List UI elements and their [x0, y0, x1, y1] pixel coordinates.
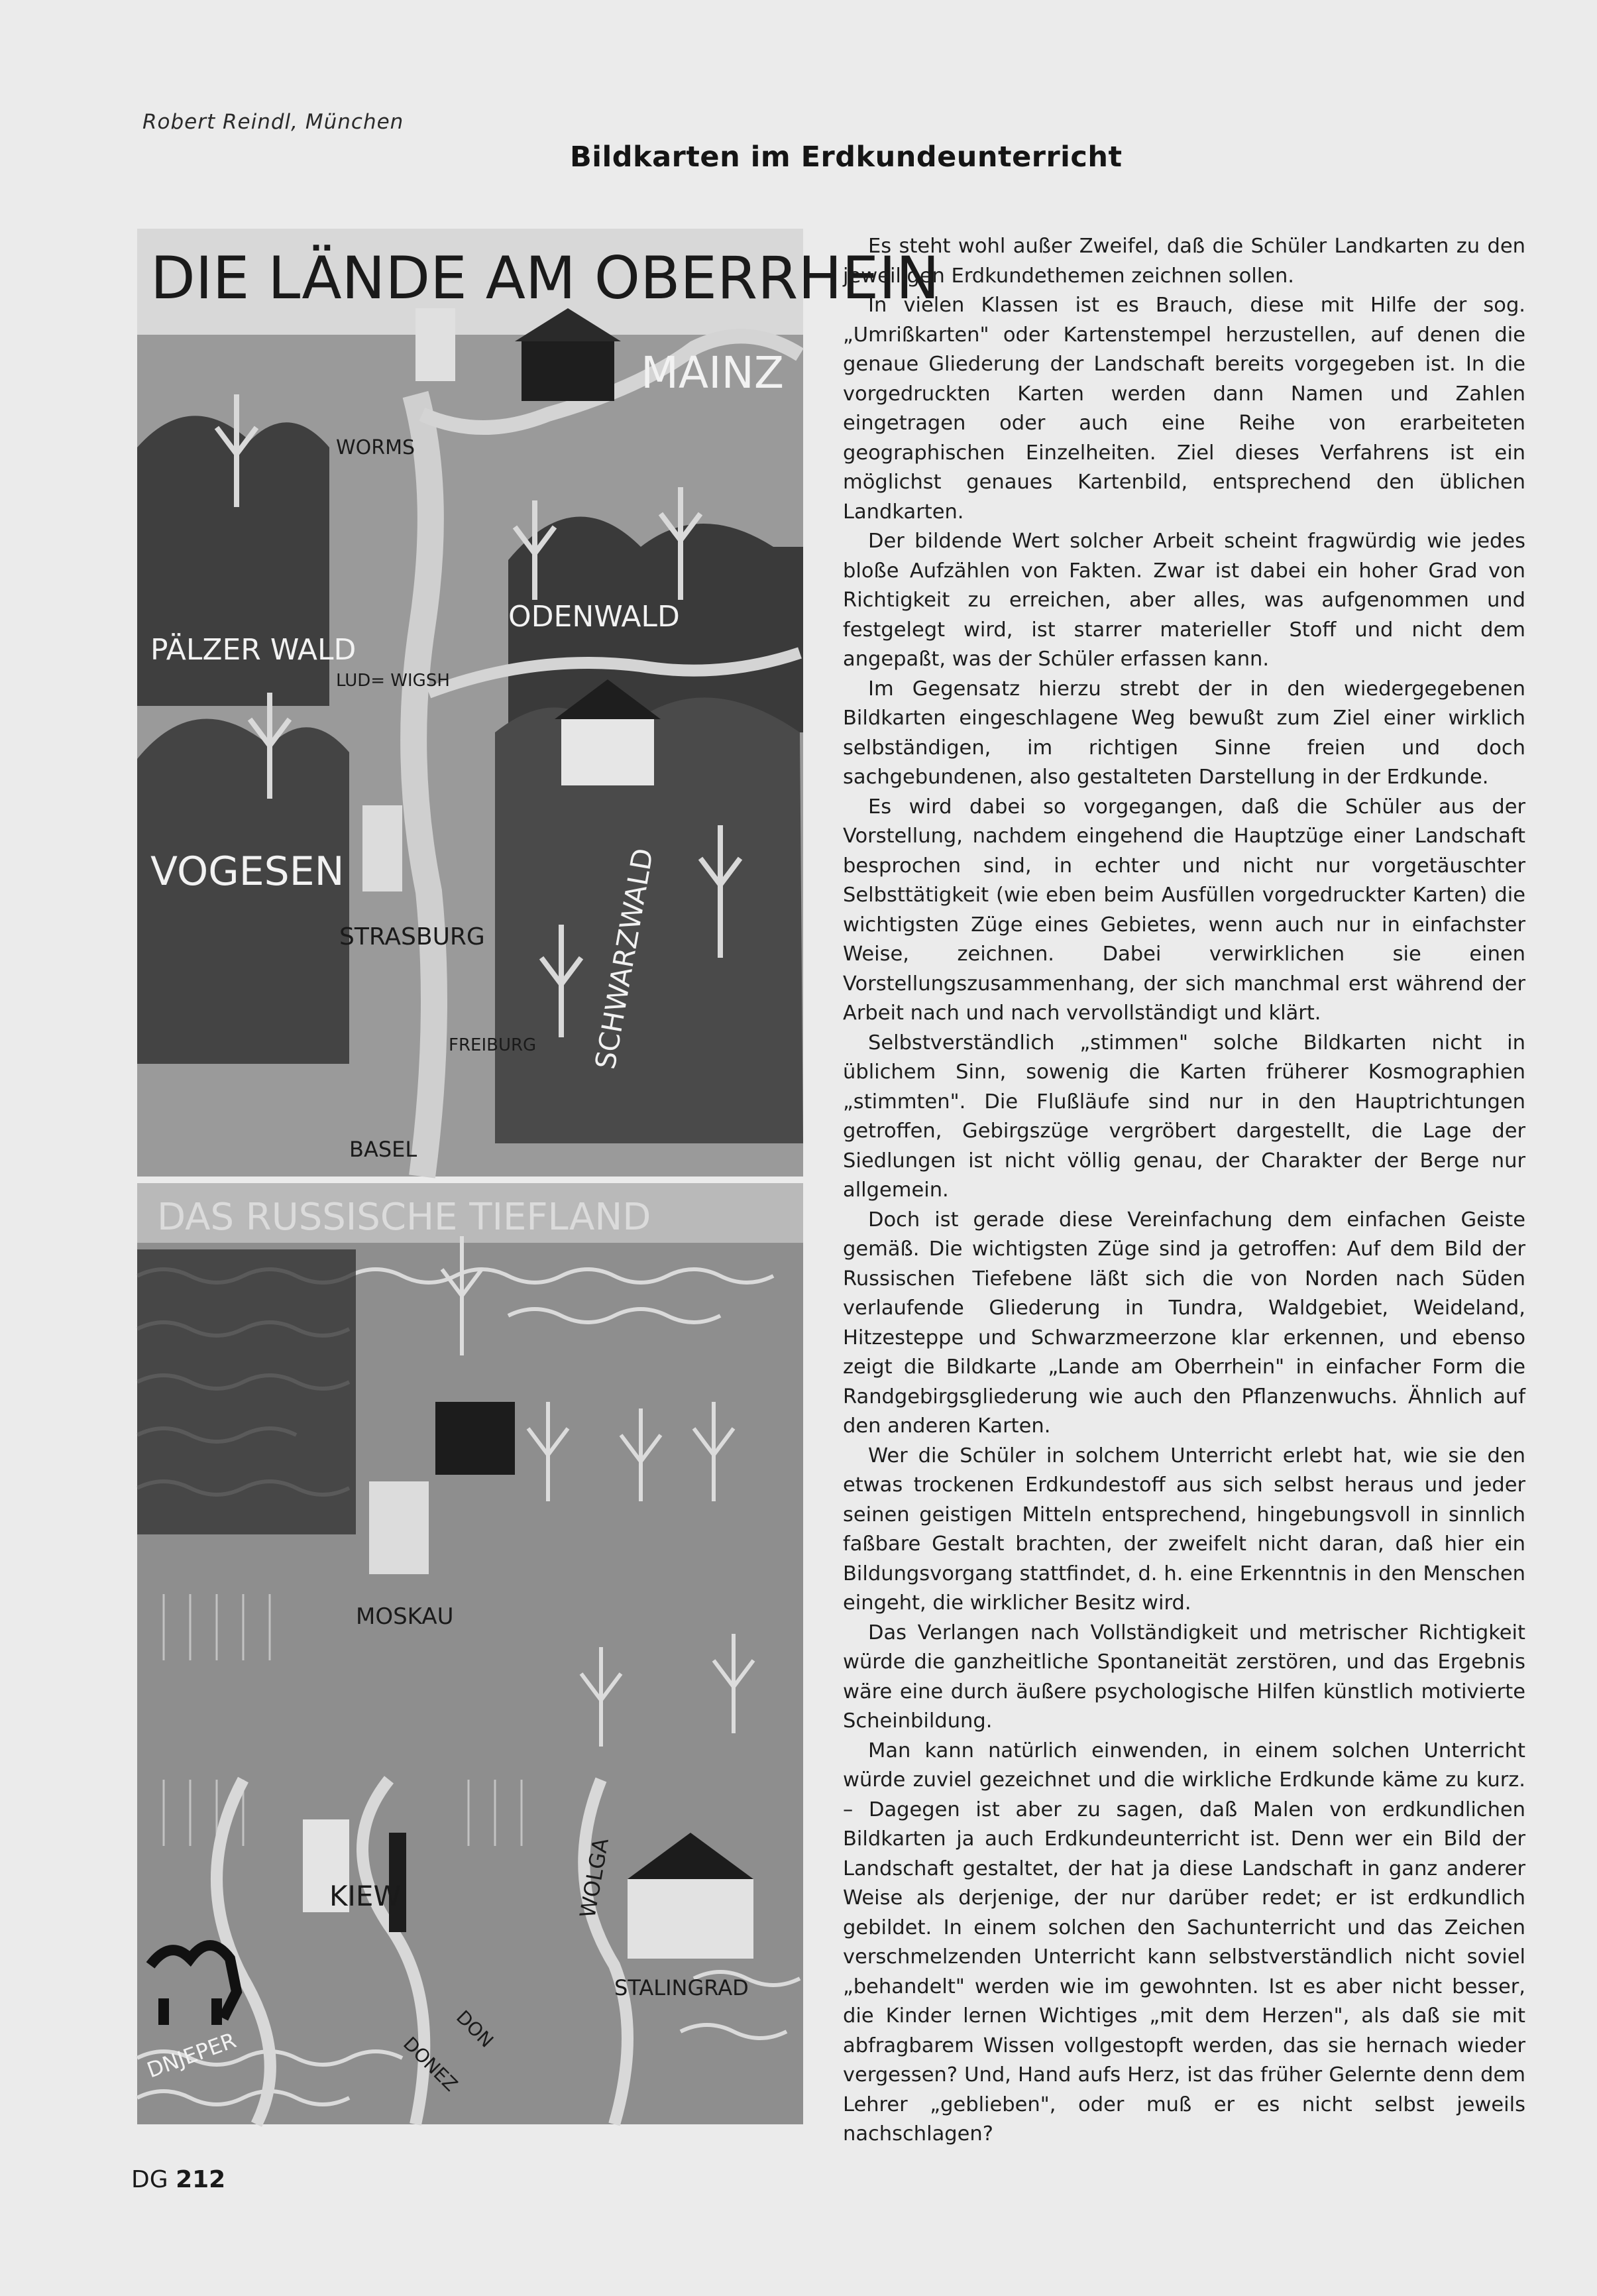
- paragraph: Man kann natürlich einwenden, in einem solchen Unterricht würde zuviel gezeichnet und die wirkliche Erdkunde käme zu kurz. – Dagegen ist aber zu sagen, daß Malen von erdkundlichen Bildkarten ja auch Erdkundeunterricht ist. Denn wer ein Bild der Landschaft gestaltet, der hat ja diese Landschaft in ganz anderer Weise als derjenige, der nur darüber redet; er ist erdkundlich gebildet. In einem solchen den Sachunterricht und das Zeichen verschmelzenden Unterricht kann selbstverständlich nicht soviel „behandelt" werden wie im gewohnten. Ist es aber nicht besser, die Kinder lernen Wichtiges „mit dem Herzen", als daß sie mit abfragbarem Wissen vollgestopft werden, das sie hernach wieder vergessen? Und, Hand aufs Herz, ist das früher Gelernte denn dem Lehrer „geblieben", oder muß er es nicht selbst jeweils nachschlagen?: [843, 1739, 1525, 2146]
- label-odenwald: ODENWALD: [508, 600, 680, 634]
- paragraph: Im Gegensatz hierzu strebt der in den wiedergegebenen Bildkarten eingeschlagene Weg bewußt zum Ziel einer wirklich selbständigen, im richtigen Sinne freien und doch sachgebundenen, also gestalteten Darstellung in der Erdkunde.: [843, 677, 1525, 789]
- page-number: 212: [176, 2166, 226, 2193]
- paragraph: Der bildende Wert solcher Arbeit scheint fragwürdig wie jedes bloße Aufzählen von Fakten. Zwar ist dabei ein hoher Grad von Richtigkeit zu erreichen, aber alles, was aufgenommen und festgelegt wird, ist starrer materieller Stoff und nicht dem angepaßt, was der Schüler erfassen kann.: [843, 530, 1525, 671]
- label-worms: WORMS: [336, 436, 415, 459]
- label-ludwigshafen: LUD= WIGSH: [336, 671, 450, 691]
- label-strasburg: STRASBURG: [339, 923, 485, 950]
- paragraph: Das Verlangen nach Vollständigkeit und metrischer Richtigkeit würde die ganzheitliche Spontaneität zerstören, und das Ergebnis wäre eine durch äußere psychologische Hilfen künstlich motivierte Scheinbildung.: [843, 1621, 1525, 1733]
- paragraph: Selbstverständlich „stimmen" solche Bildkarten nicht in üblichem Sinn, sowenig die Karten früherer Kosmographien „stimmten". Die Flußläufe sind nur in den Hauptrichtungen getroffen, Gebirgszüge vergröbert dargestellt, die Lage der Siedlungen ist nicht völlig genau, der Charakter der Berge nur allgemein.: [843, 1031, 1525, 1202]
- author-line: Robert Reindl, München: [142, 110, 404, 134]
- label-vogesen: VOGESEN: [150, 848, 345, 895]
- map2-heading: DAS RUSSISCHE TIEFLAND: [157, 1196, 651, 1239]
- label-stalingrad: STALINGRAD: [614, 1975, 749, 2000]
- label-don: DON: [452, 2006, 498, 2052]
- paragraph: Es wird dabei so vorgegangen, daß die Schüler aus der Vorstellung, nachdem eingehend die Hauptzüge einer Landschaft besprochen sind, in echter und nicht nur vorgetäuschter Selbsttätigkeit (wie eben beim Ausfüllen vorgedruckter Karten) die wichtigsten Züge eines Gebietes, wenn auch nur in einfachster Weise, zeichnen. Dabei verwirklichen sie einen Vorstellungszusammenhang, der sich manchmal erst während der Arbeit nach und nach vervollständigt und klärt.: [843, 795, 1525, 1025]
- label-moskau: MOSKAU: [356, 1603, 454, 1630]
- label-pfalzerwald: PÄLZER WALD: [150, 633, 357, 667]
- label-schwarzwald: SCHWARZWALD: [588, 846, 660, 1072]
- paragraph: Es steht wohl außer Zweifel, daß die Schüler Landkarten zu den jeweiligen Erdkundethemen zeichnen sollen.: [843, 235, 1525, 288]
- paragraph: Wer die Schüler in solchem Unterricht erlebt hat, wie sie den etwas trockenen Erdkundestoff aus sich selbst heraus und jeder seinen geistigen Mitteln entsprechend, hingebungsvoll in sinnlich faßbare Gestalt brachten, der zweifelt nicht daran, daß hier ein Bildungsvorgang stattfindet, d. h. eine Erkenntnis in den Menschen eingeht, die wirklicher Besitz wird.: [843, 1444, 1525, 1615]
- oberrhein-map-drawing: [137, 229, 940, 1177]
- figure-oberrhein-map: [137, 229, 940, 1177]
- figure-russisches-tiefland-map: [137, 1183, 803, 2124]
- label-wolga: WOLGA: [575, 1836, 614, 1920]
- footer-prefix: DG: [131, 2166, 168, 2193]
- page-footer: [131, 2166, 225, 2193]
- article-title: Bildkarten im Erdkundeunterricht: [570, 141, 1123, 174]
- label-dnjepr: DNJEPER: [143, 2027, 240, 2083]
- article-body: [843, 232, 1525, 2146]
- map1-heading: DIE LÄNDE AM OBERRHEIN: [150, 244, 940, 312]
- label-mainz: MAINZ: [641, 347, 785, 398]
- label-donez: DONEZ: [399, 2032, 463, 2096]
- paragraph: In vielen Klassen ist es Brauch, diese mit Hilfe der sog. „Umrißkarten" oder Kartenstempel herzustellen, auf denen die genaue Gliederung der Landschaft bereits vorgegeben ist. In die vorgedruckten Karten werden dann Namen und Zahlen eingetragen oder auch eine Reihe von erarbeiteten geographischen Einzelheiten. Ziel dieses Verfahrens ist ein möglichst genaues Kartenbild, entsprechend den üblichen Landkarten.: [843, 294, 1525, 524]
- label-freiburg: FREIBURG: [449, 1035, 537, 1055]
- label-basel: BASEL: [349, 1137, 417, 1162]
- label-kiew: KIEW: [329, 1880, 401, 1912]
- tiefland-map-drawing: [137, 1183, 803, 2124]
- paragraph: Doch ist gerade diese Vereinfachung dem einfachen Geiste gemäß. Die wichtigsten Züge sind ja getroffen: Auf dem Bild der Russischen Tiefebene läßt sich die von Norden nach Süden verlaufende Gliederung in Tundra, Waldgebiet, Weideland, Hitzesteppe und Schwarzmeerzone klar erkennen, und ebenso zeigt die Bildkarte „Lande am Oberrhein" in einfacher Form die Randgebirgsgliederung wie auch den Pflanzenwuchs. Ähnlich auf den anderen Karten.: [843, 1208, 1525, 1438]
